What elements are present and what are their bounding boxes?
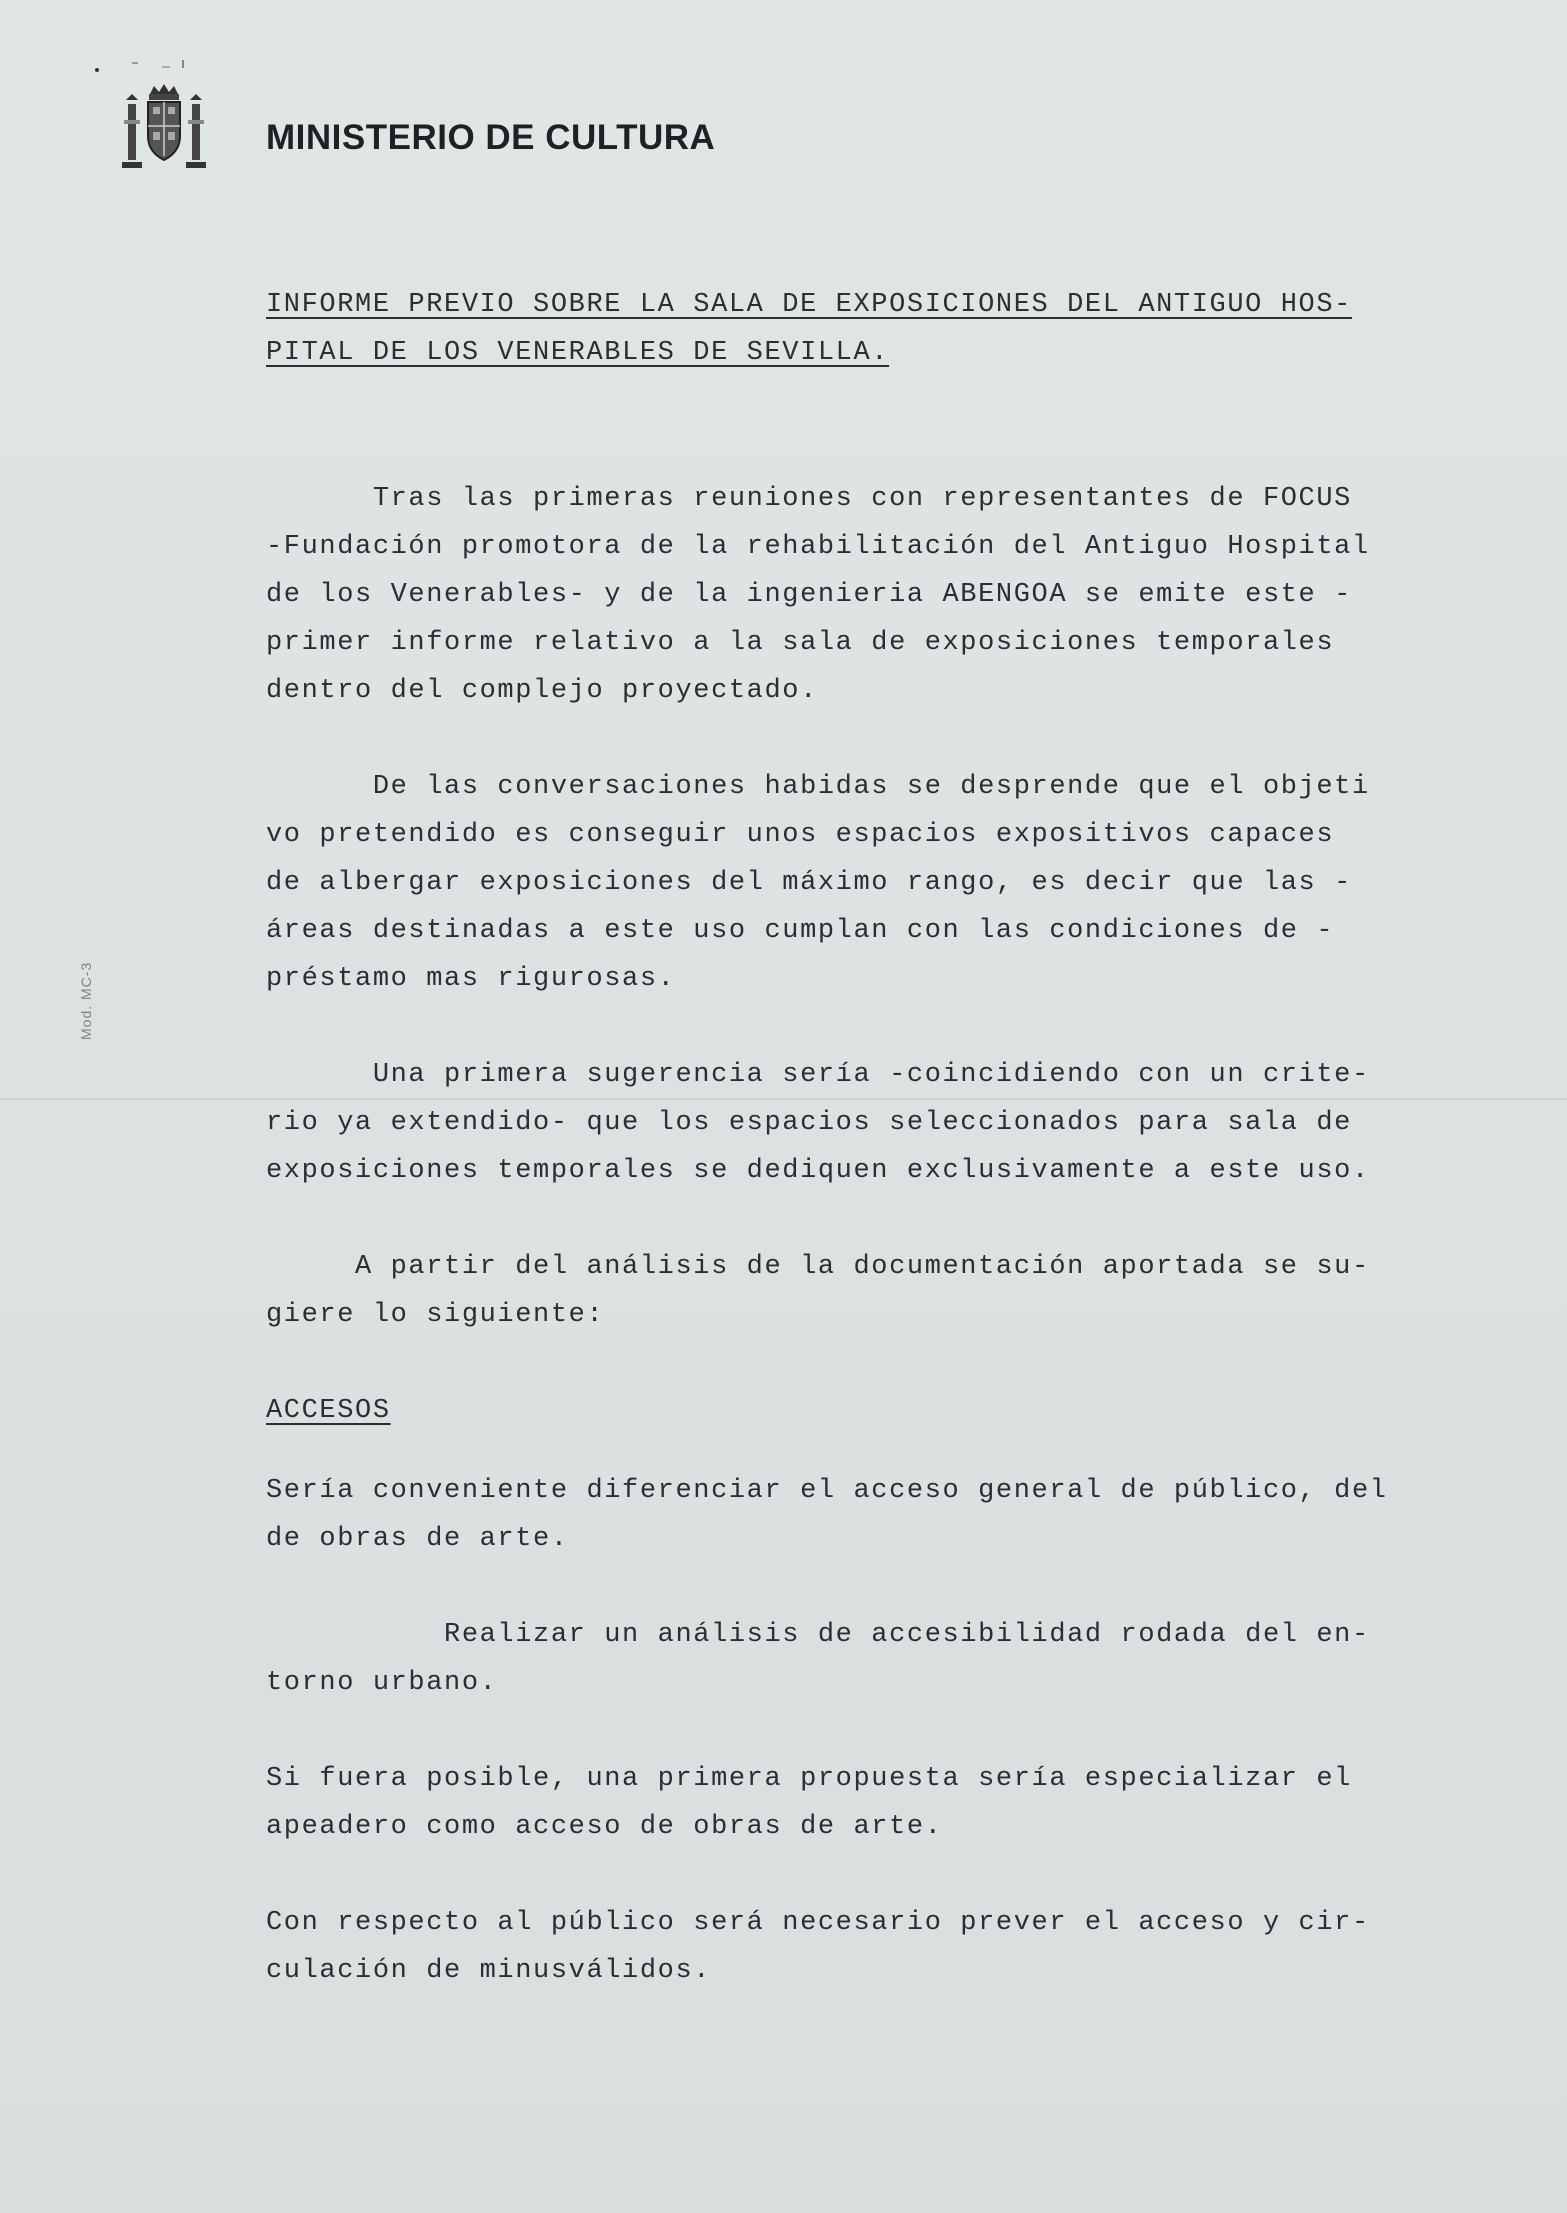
paragraph-4-line-1: A partir del análisis de la documentación aportada se su- [266, 1252, 1370, 1282]
title-line-1: INFORME PREVIO SOBRE LA SALA DE EXPOSICIONES DEL ANTIGUO HOS- [266, 290, 1352, 320]
ministry-name: MINISTERIO DE CULTURA [266, 118, 716, 157]
edge-marks-icon [92, 56, 202, 76]
paragraph-2-line-5: préstamo mas rigurosas. [266, 964, 676, 994]
accesos-paragraph-2-line-1: Realizar un análisis de accesibilidad rodada del en- [266, 1620, 1370, 1650]
paragraph-3-line-3: exposiciones temporales se dediquen exclusivamente a este uso. [266, 1156, 1370, 1186]
paragraph-2-line-1: De las conversaciones habidas se desprende que el objeti [266, 772, 1370, 802]
paragraph-1-line-3: de los Venerables- y de la ingenieria ABENGOA se emite este - [266, 580, 1352, 610]
paragraph-1-line-1: Tras las primeras reuniones con representantes de FOCUS [266, 484, 1352, 514]
paragraph-3-line-2: rio ya extendido- que los espacios seleccionados para sala de [266, 1108, 1352, 1138]
title-line-2: PITAL DE LOS VENERABLES DE SEVILLA. [266, 338, 890, 368]
paragraph-1-line-4: primer informe relativo a la sala de exposiciones temporales [266, 628, 1335, 658]
paper-fold [0, 1098, 1567, 1100]
paragraph-1-line-5: dentro del complejo proyectado. [266, 676, 818, 706]
accesos-paragraph-4-line-1: Con respecto al público será necesario prever el acceso y cir- [266, 1908, 1370, 1938]
accesos-paragraph-3-line-2: apeadero como acceso de obras de arte. [266, 1812, 943, 1842]
form-code: Mod. MC-3 [78, 961, 94, 1040]
paragraph-2-line-4: áreas destinadas a este uso cumplan con las condiciones de - [266, 916, 1335, 946]
accesos-paragraph-1-line-2: de obras de arte. [266, 1524, 569, 1554]
accesos-paragraph-1-line-1: Sería conveniente diferenciar el acceso general de público, del [266, 1476, 1388, 1506]
paragraph-4-line-2: giere lo siguiente: [266, 1300, 605, 1330]
paragraph-2-line-3: de albergar exposiciones del máximo rango, es decir que las - [266, 868, 1352, 898]
paragraph-1-line-2: -Fundación promotora de la rehabilitación del Antiguo Hospital [266, 532, 1370, 562]
accesos-paragraph-3-line-1: Si fuera posible, una primera propuesta sería especializar el [266, 1764, 1352, 1794]
accesos-paragraph-4-line-2: culación de minusválidos. [266, 1956, 712, 1986]
spain-coat-of-arms-icon [118, 80, 210, 172]
paragraph-3-line-1: Una primera sugerencia sería -coincidiendo con un crite- [266, 1060, 1370, 1090]
paragraph-2-line-2: vo pretendido es conseguir unos espacios expositivos capaces [266, 820, 1335, 850]
section-heading-accesos: ACCESOS [266, 1396, 391, 1426]
accesos-paragraph-2-line-2: torno urbano. [266, 1668, 498, 1698]
